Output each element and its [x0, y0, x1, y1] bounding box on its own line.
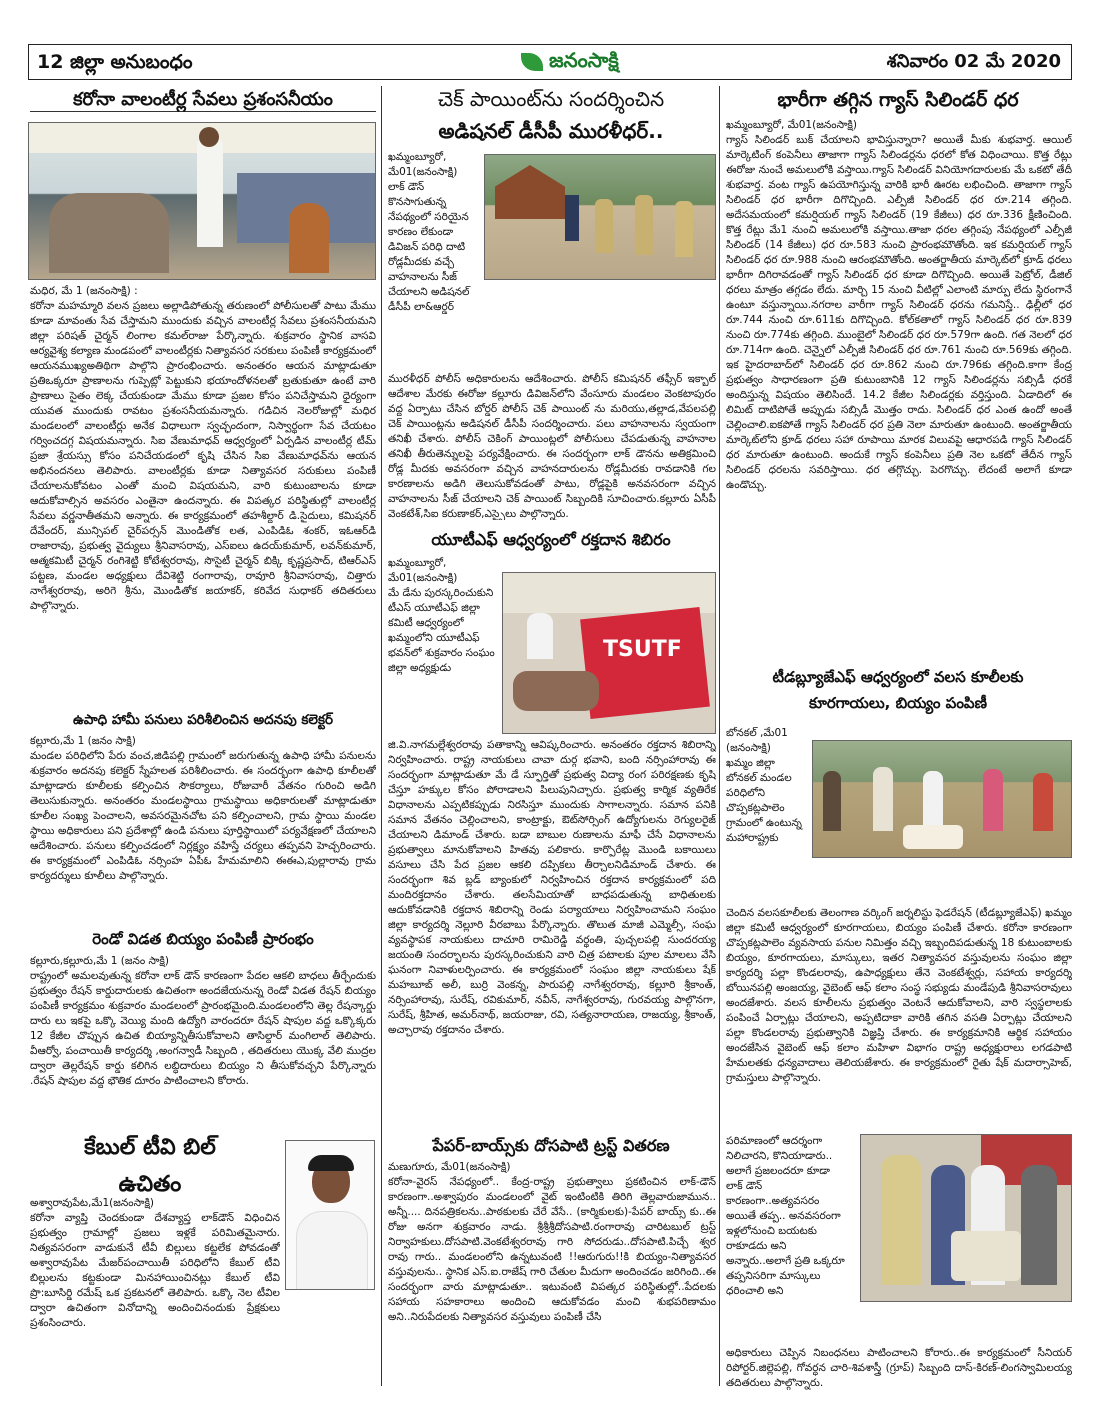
dateline: మధిర, మే 1 (జనంసాక్షి) :	[30, 285, 138, 297]
leaf-icon	[521, 53, 543, 71]
article-body-tdp	[726, 906, 1072, 1128]
checkpoint-photo	[484, 154, 716, 280]
article-text: గ్యాస్ సిలిండర్ బుక్ చేయాలని భావిస్తున్నారా? అయితే మీకు శుభవార్త. ఆయిల్ మార్కెటింగ్ కంపెనీలు తాజాగా గ్యాస్ సిలిండర్లను ధరలో కోత విధించాయి. కొత్త రేట్లు ఈరోజు నుంచే అమలులోకి వస్తాయి.గ్యాస్ సిలిండర్ వినియోగదారులకు మే ఒకటో తేదీ శుభవార్త. వంట గ్యాస్ ఉపయోగిస్తున్న వారికి భారీ ఊరట లభించింది. తాజాగా గ్యాస్ సిలిండర్ ధర భారీగా దిగొచ్చింది. ఎల్పీజీ సిలిండర్ ధర రూ.214 తగ్గింది. అదేసమయంలో కమర్షియల్ గ్యాస్ సిలిండర్ (19 కేజీలు) ధర రూ.336 క్షీణించింది. కొత్త రేట్లు మే1 నుంచి అమలులోకి వస్తాయి.తాజా ధరల తగ్గింపు నేపథ్యంలో ఎల్పీజీ సిలిండర్ (14 కేజీలు) ధర రూ.583 నుంచి ప్రారంభమౌతోంది. ఇక కమర్షియల్ గ్యాస్ సిలిండర్ ధర రూ.988 నుంచి ఆరంభమౌతోంది. అంతర్జాతీయ మార్కెట్‌లో క్రూడ్ ధరలు భారీగా దిగిరావడంతో గ్యాస్ సిలిండర్ ధర కూడా దిగొచ్చింది. అయితే పెట్రోల్, డీజిల్ ధరలు మాత్రం తగ్గడం లేదు. మార్చి 15 నుంచి వీటిల్లో ఎలాంటి మార్పు లేదు స్థిరంగానే ఉంటూ వస్తున్నాయి.నగరాల వారీగా గ్యాస్ సిలిండర్ ధరను గమనిస్తే.. ఢిల్లీలో ధర రూ.744 నుంచి రూ.611కు దిగొచ్చింది. కోల్‌కతాలో గ్యాస్ సిలిండర్ ధర రూ.839 నుంచి రూ.774కు తగ్గింది. ముంబైలో సిలిండర్ ధర రూ.579గా ఉంది. గత నెలలో ధర రూ.714గా ఉంది. చెన్నైలో ఎల్పీజీ సిలిండర్ ధర రూ.761 నుంచి రూ.569కు తగ్గింది. ఇక హైదరాబాద్‌లో సిలిండర్ ధర రూ.862 నుంచి రూ.796కు తగ్గింది.కాగా కేంద్ర ప్రభుత్వం సాధారణంగా ప్రతి కుటుంబానికి 12 గ్యాస్ సిలిండర్లను సబ్సిడీ ధరకే అందిస్తున్న విషయం తెలిసిందే. 14.2 కేజీల సిలిండర్లకు వర్తిస్తుంది. ఏడాదిలో ఈ లిమిట్ దాటిపోతే అప్పుడు సబ్సిడీ మొత్తం రాదు. సిలిండర్ ధర ఎంత ఉందో అంతే చెల్లించాలి.ఐకపోతే గ్యాస్ సిలిండర్ ధర ప్రతి నెలా మారుతూ ఉంటుంది. అంతర్జాతీయ మార్కెట్‌లోని క్రూడ్ ధరలు సహా రూపాయి మారక విలువపై ఆధారపడి గ్యాస్ సిలిండర్ ధర మారుతూ ఉంటుంది. అందుకే గ్యాస్ కంపెనీలు ప్రతి నెల ఒకటో తేదీన గ్యాస్ సిలిండర్ ధరలను సవరిస్తాయి. ధర తగ్గొచ్చు. పెరగొచ్చు. లేదంటే అలాగే కూడా ఉండొచ్చు.	[726, 134, 1072, 491]
article-title-gas: భారీగా తగ్గిన గ్యాస్ సిలిండర్ ధర	[777, 89, 1019, 111]
article-text: మండల పరిధిలోని పేరు వంచ,జిడిపల్లి గ్రామంలో జరుగుతున్న ఉపాధి హామీ పనులను శుక్రవారం అదనపు కలెక్టర్ స్నేహలత పరిశీలించారు. ఈ సందర్భంగా ఉపాధి కూలీలతో మాట్లాడారు కూలీలకు కల్పించిన సౌకర్యాలు, రోజువారీ వేతనం గురించి అడిగి తెలుసుకున్నారు. అనంతరం మండలస్థాయి గ్రామస్థాయి అధికారులతో మాట్లాడుతూ కూలీల సంఖ్య పెంచాలని, అవసరమైనచోట పని కల్పించాలని, గ్రామ స్థాయి మండల స్థాయి అధికారులు పని ప్రదేశాల్లో ఉండి పనులు పూర్తిస్థాయిలో పర్యవేక్షణలో చేయాలని ఆదేశించారు. పనులు కల్పించడంలో నిర్లక్ష్యం వహిస్తే చర్యలు తప్పవని హెచ్చరించారు. ఈ కార్యక్రమంలో ఎంపిడిఓ నర్సింహ ఏపీఓ హేమమాలిని ఈఈఎ,పుల్లారావు గ్రామ కార్యదర్శులు కూలీలు పాల్గొన్నారు.	[30, 750, 376, 882]
article-lead-police	[726, 1134, 848, 1346]
dateline: మణుగూరు, మే01(జనంసాక్షి)	[388, 1161, 511, 1173]
article-text: జి.వి.నాగమల్లేశ్వరరావు పతాకాన్ని ఆవిష్కరించారు. అనంతరం రక్తదాన శిబిరాన్ని నిర్వహించారు. రాష్ట్ర నాయకులు చావా దుర్గ భవాని, బంది నర్సింహారావు ఈ సందర్భంగా మాట్లాడుతూ మే డే స్ఫూర్తితో ప్రభుత్వ విద్యా రంగ పరిరక్షణకు కృషి చేస్తూ హక్కుల కోసం పోరాడాలని పిలుపునిచ్చారు. ప్రభుత్వ కార్మిక వ్యతిరేక విధానాలను ఎప్పటికప్పుడు నిరసిస్తూ ముందుకు సాగాలన్నారు. సమాన పనికి సమాన వేతనం చెల్లించాలని, కాంట్రాక్టు, ఔట్‌సోర్సింగ్ ఉద్యోగులను రెగ్యులరైజ్ చేయాలని డిమాండ్ చేశారు. బడా బాబుల రుణాలను మాఫీ చేసే విధానాలను ప్రభుత్వాలు మానుకోవాలని హితవు పలికారు. కార్పొరేట్ల మొండి బకాయిలు వసూలు చేసి పేద ప్రజల ఆకలి దప్పికలు తీర్చాలనిడిమాండ్ చేశారు. ఈ సందర్భంగా శివ బ్లడ్ బ్యాంకులో నిర్వహించిన రక్తదాన కార్యక్రమంలో పది మందిరక్తదానం చేశారు. తలసేమియాతో బాధపడుతున్న బాధితులకు ఆదుకోవడానికి రక్తదాన శిబిరాన్ని రెండు పర్యాయాలు నిర్వహించామని సంఘం జిల్లా కార్యదర్శి నెల్లూరి వీరబాబు పేర్కొన్నారు. తొలుత మాజీ ఎమ్మెల్సీ, సంఘ వ్యవస్థాపక నాయకులు దాచూరి రామిరెడ్డి వర్థంతి, పుచ్చలపల్లి సుందరయ్య జయంతి సందర్భాలను పురస్కరించుకుని వారి చిత్ర పటాలకు పూల మాలలు వేసి ఘనంగా నివాళులర్పించారు. ఈ కార్యక్రమంలో సంఘం జిల్లా నాయకులు షేక్ మహబూబ్ అలీ, బుర్రి వెంకన్న, పారుపల్లి నాగేశ్వరరావు, కల్లూరి శ్రీకాంత్, నర్సింహారావు, సురేష్, రవికుమార్, నవీన్, నాగేశ్వరరావు, గురవయ్య పాల్గొనగా, సురేష్, శ్రీహిత, అమర్‌నాథ్, జయరాజు, రవి, సత్యనారాయణ, రాజయ్య, శ్రీకాంత్, అచ్చారావు రక్తదానం చేశారు.	[388, 739, 716, 1036]
article-text: కరోనా-వైరస్ నేపధ్యంలో.. కేంద్ర-రాష్ట్ర ప్రభుత్వాలు ప్రకటించిన లాక్-డౌన్ కారణంగా..అశ్వాపురం మండలంలో వైట్ ఇంటింటికి తిరిగి తెల్లవారుజామున.. అన్నీ.... దినపత్రికలను..పాఠకులకు చేరే వేసే.. (కార్మికులకు)-పేపర్ బాయ్స్ కు..ఈ రోజు అనగా శుక్రవారం నాడు. శ్రీశ్రీశ్రీదోసపాటి.రంగారావు చారిటబుల్ ట్రస్ట్ నిర్వాహకులు.దోసపాటి.వెంకటేశ్వరరావు గారి సోదరుడు..దోసపాటి.పిచ్చే శ్వర రావు గారు.. మండలంలోని ఉన్నటువంటి !!ఆరుగురు!!కి బియ్యం-నిత్యావసర వస్తువులను.. స్థానిక ఎస్.ఐ.రాజేష్ గారి చేతుల మీదుగా అందించడం జరిగింది..ఈ సందర్భంగా వారు మాట్లాడుతూ.. ఇటువంటి విపత్కర పరిస్థితుల్లో..పేదలకు సహాయ సహకారాలు అందించి ఆదుకోవడం మంచి శుభపరిణామం అని..నిరుపేదలకు నిత్యావసర వస్తువులు పంపిణీ చేసి	[388, 1176, 716, 1323]
title-line: టీడబ్ల్యూజేఎఫ్ ఆధ్వర్యంలో వలస కూలీలకు	[772, 668, 1024, 686]
article-text: అధికారులు చెప్పిన నిబంధనలు పాటించాలని కోరారు..ఈ కార్యక్రమంలో సీనియర్ రిపోర్టర్.జిల్లెపల్లి, గోవర్ధన చారి-శివశాస్త్రీ (గ్రూప్) సిబ్బంది దాస్-కిరణ్-లింగస్వామిలయ్య తదితరులు పాల్గొన్నారు.	[726, 1347, 1072, 1389]
article-text: పరిమాణంలో ఆదర్శంగా నిలిచారని, కొనియాడారు.. అలాగే ప్రజలందరూ కూడా లాక్ డౌన్ కారణంగా..అత్యవసరం అయితే తప్ప.. అనవసరంగా ఇళ్లలోనుంచి బయటకు రాకూడదు అని అన్నారు..అలాగే ప్రతి ఒక్కరూ తప్పనిసరిగా మాస్కులు ధరించాలి అని	[726, 1135, 845, 1297]
volunteers-photo	[28, 122, 376, 280]
article-text: రాష్ట్రంలో అమలవుతున్న కరోనా లాక్ డౌన్ కారణంగా పేదల ఆకలి బాధలు తీర్చేందుకు ప్రభుత్వం రేషన్ కార్డుదారులకు ఉచితంగా అందజేయనున్న రెండో విడత రేషన్ బియ్యం పంపిణీ కార్యక్రమం శుక్రవారం మండలంలో ప్రారంభమైంది.మండలంలోని తెల్ల రేషన్కార్డు దారు లు ఇకపై ఒక్కొ వెయ్యి మంది ఉద్యోగి వారందరూ రేషన్ షాపుల వద్ద ఒక్కొక్కరు 12 కేజీల చొప్పున ఉచిత బియ్యాన్నితీసుకోవాలని తాసిల్దార్ మంగిలాల్ తెలిపారు. వీఆర్వో, పంచాయితీ కార్యదర్శి ,అంగన్వాడీ సిబ్బంది , తదితరులు యొక్క వేలి ముద్రల ద్వారా తెల్లరేషన్ కార్డు కలిగిన లబ్ధిదారులు బియ్యం ని తీసుకోవచ్చని పేర్కొన్నారు .రేషన్ షాపుల వద్ద భౌతిక దూరం పాటించాలని కోరారు.	[30, 970, 376, 1087]
page-header	[28, 44, 1072, 80]
title-line: ఉచితం	[118, 1171, 182, 1197]
article-text: చెందిన వలసకూలీలకు తెలంగాణ వర్కింగ్ జర్నలిస్టు ఫెడరేషన్ (టీడబ్ల్యూజేఎఫ్) ఖమ్మం జిల్లా కమిటీ ఆధ్వర్యంలో కూరగాయలు, బియ్యం పంపిణీ చేశారు. కరోనా కారణంగా చొప్పకట్లపాలెం వ్యవసాయ పనుల నిమిత్తం వచ్చి ఇబ్బందిపడుతున్న 18 కుటుంబాలకు బియ్యం, కూరగాయలు, మాస్కులు, ఇతర నిత్యావసర వస్తువులను సంఘం జిల్లా కార్యదర్శి పల్లా కొండలరావు, ఉపాధ్యక్షులు తేనె వెంకటేశ్వర్లు, సహాయ కార్యదర్శి బోయినపల్లి అంజయ్య, వైబెంట్ ఆఫ్ కలాం సంస్థ సభ్యుడు మండేపుడి శ్రీనివాసరావులు అందజేశారు. వలస కూలీలను ప్రభుత్వం వెంటనే ఆదుకోవాలని, వారి స్వస్థలాలకు పంపించే ఏర్పాట్లు చేయాలని, అప్పటిదాకా వారికి తగిన వసతి ఏర్పాట్లు చేయాలని పల్లా కొండలరావు ప్రభుత్వానికి విజ్ఞప్తి చేశారు. ఈ కార్యక్రమానికి ఆర్థిక సహాయం అందజేసిన వైబెంట్ ఆఫ్ కలాం మహిళా విభాగం రాష్ట్ర అధ్యక్షురాలు లగడపాటి హేమలతకు ధన్యవాదాలు తెలియజేశారు. ఈ కార్యక్రమంలో రైతు షేక్ మదార్సాహెబ్, గ్రామస్తులు పాల్గొన్నారు.	[726, 907, 1072, 1084]
title-line: చెక్ పాయింట్‌ను సందర్శించిన	[437, 87, 665, 111]
article-body-rice	[30, 954, 376, 1126]
dateline: ఖమ్మంబ్యూరో, మే01(జనంసాక్షి)	[726, 119, 857, 131]
banner-text: TSUTF	[603, 637, 682, 662]
article-body-police	[726, 1346, 1072, 1390]
title-line: కూరగాయలు, బియ్యం పంపిణీ	[809, 693, 987, 712]
article-body-cable	[30, 1196, 280, 1396]
issue-date: శనివారం 02 మే 2020	[886, 51, 1061, 72]
article-body-upadhi	[30, 734, 376, 926]
article-body-checkpoint	[388, 372, 716, 520]
article-title-utf: యూటీఎఫ్ ఆధ్వర్యంలో రక్తదాన శిబిరం	[431, 530, 671, 549]
article-title-upadhi: ఉపాధి హామీ పనులు పరిశీలించిన అదనపు కలెక్టర్	[72, 712, 334, 728]
column-divider	[381, 86, 382, 1386]
dateline: ఖమ్మంబ్యూరో, మే01(జనంసాక్షి)	[388, 151, 458, 178]
page-label: 12 జిల్లా అనుబంధం	[37, 51, 193, 73]
article-body-paper	[388, 1160, 716, 1390]
blood-donation-photo	[502, 572, 716, 734]
article-title-paper: పేపర్-బాయ్స్‌కు దోసపాటి ట్రస్ట్ వితరణ	[432, 1136, 670, 1155]
portrait-photo	[285, 1140, 375, 1290]
article-body-corona	[30, 284, 376, 704]
dateline: ఖమ్మంబ్యూరో, మే01(జనంసాక్షి)	[388, 557, 458, 584]
article-title-corona: కరోనా వాలంటీర్ల సేవలు ప్రశంసనీయం	[30, 88, 376, 112]
article-body-gas	[726, 118, 1072, 660]
article-text: మే డేను పురస్కరించుకుని టీఎస్ యూటీఎఫ్ జిల్లా కమిటీ ఆధ్వర్యంలో ఖమ్మంలోని యూటీఎఫ్ భవన్‌లో శుక్రవారం సంఘం జిల్లా అధ్యక్షుడు	[388, 587, 495, 674]
dateline: అశ్వారావుపేట,మే1(జనంసాక్షి)	[30, 1197, 155, 1209]
article-text: కరోనా మహమ్మారి వలన ప్రజలు అల్లాడిపోతున్న తరుణంలో పోలీసులతో పాటు మేము కూడా మావంతు సేవ చేస్తామని ముందుకు వచ్చిన వాలంటీర్ల సేవలు ప్రశంసనీయమని జిల్లా పరిషత్ చైర్మన్ లింగాల కమల్‌రాజు పేర్కొన్నారు. శుక్రవారం స్థానిక వాసవి ఆర్యవైశ్య కల్యాణ మండపంలో వాలంటీర్లకు నిత్యావసర సరకులు పంపిణీ కార్యక్రమంలో ఆయనముఖ్యఅతిథిగా పాల్గొని ప్రారంభించారు. అనంతరం ఆయన మాట్లాడుతూ ప్రతిఒక్కరూ ప్రాణాలను గుప్పెట్లో పెట్టుకుని భయాందోళనలతో బ్రతుకుతూ ఉంటే వారి ప్రాణాలు సైతం లెక్క చేయకుండా మేము కూడా ప్రజల కోసం పనిచేస్తామని ధైర్యంగా యువత ముందుకు రావటం ప్రశంసనీయమన్నారు. గడిచిన నెలరోజుల్లో మధిర మండలంలో వాలంటీర్లు అనేక విధాలుగా స్వచ్ఛందంగా, నిస్వార్థంగా సేవ చేయటం గర్వించదగ్గ విషయమన్నారు. సిఐ వేణుమాధవ్ ఆధ్వర్యంలో ఏర్పడిన వాలంటీర్ల టీమ్ ప్రజా శ్రేయస్సు కోసం పనిచేయడంలో కృషి చేసిన సిఐ వేణుమాధవ్‌ను ఆయన అభినందనలు తెలిపారు. వాలంటీర్లకు కూడా నిత్యావసర సరుకులు పంపిణీ చేయాలనుకోవటం ఎంతో మంచి విషయమని, వారి కుటుంబాలను కూడా ఆదుకోవాల్సిన అవసరం ఎంతైనా ఉందన్నారు. ఈ విపత్కర పరిస్థితుల్లో వాలంటీర్ల సేవలు వర్ణనాతీతమని అన్నారు. ఈ కార్యక్రమంలో తహశీల్దార్ డి.సైదులు, కమిషనర్ దేవేందర్, మున్సిపల్ చైర్‌పర్సన్ మొండితోక లత, ఎంపిడిఓ శంకర్, ఇఓఆర్‌డి రాజారావు, ప్రభుత్వ వైద్యులు శ్రీనివాసరావు, ఎస్‌ఐలు ఉదయ్‌కుమార్, లవన్‌కుమార్, ఆత్మకమిటీ చైర్మన్ రంగిశెట్టి కోటేశ్వరరావు, సొసైటీ చైర్మన్ బిక్కి కృష్ణప్రసాద్, టిఆర్ఎస్ పట్టణ, మండల అధ్యక్షులు దేవిశెట్టి రంగారావు, రావూరి శ్రీనివాసరావు, చిత్తారు నాగేశ్వరరావు, అరిగె శ్రీను, మొండితోక జయాకర్, కరివేద సుధాకర్ తదితరులు పాల్గొన్నారు.	[30, 300, 376, 612]
article-title-cable	[30, 1134, 270, 1199]
newspaper-logo	[521, 48, 619, 77]
article-title-tdp	[724, 668, 1072, 713]
title-line: అడిషనల్ డీసీపీ మురళీధర్..	[438, 119, 664, 143]
logo-text: జనంసాక్షి	[549, 48, 619, 72]
article-text: కరోనా వ్యాప్తి చెందకుండా దేశవ్యాప్త లాక్‌డౌన్ విధించిన ప్రభుత్వం గ్రామాల్లో ప్రజలు ఇళ్లకే పరిమితమైనారు. నిత్యవసరంగా వాడుకునే టీవీ బిల్లులు కట్టలేక పోవడంతో అశ్వారావుపేట మేజర్‌పంచాయితీ పరిధిలోని కేబుల్ టీవి బిల్లులను కట్టకుండా మినహాయించినట్లు కేబుల్ టీవి ప్రొ:బూసిర్డి రమేష్ ఒక ప్రకటనలో తెలిపారు. ఒక్కొ నెల టీవిల ద్వారా ఉచితంగా వినోదాన్ని అందించినందుకు ప్రేక్షకులు ప్రశంసించారు.	[30, 1212, 280, 1329]
article-text: ఖమ్మం జిల్లా బోనకల్ మండల పరిధిలోని చొప్పకట్లపాలెం గ్రామంలో ఉంటున్న మహారాష్ట్రకు	[726, 757, 802, 844]
relief-distribution-photo	[812, 740, 1072, 858]
article-text: లాక్ డౌన్ కొనసాగుతున్న నేపథ్యంలో సరియైన కారణం లేకుండా డివిజన్ పరిధి దాటి రోడ్లమీదకు వచ్చే వాహనాలను సీజ్ చేయాలని అడిషనల్ డీసీపీ లా&ఆర్డర్	[388, 181, 470, 313]
ration-handover-photo	[860, 1134, 1072, 1302]
article-title-rice: రెండో విడత బియ్యం పంపిణీ ప్రారంభం	[92, 930, 314, 948]
article-title-checkpoint	[386, 86, 716, 144]
article-body-utf	[388, 738, 716, 1130]
article-lead-tdp	[726, 726, 808, 906]
dateline: బోనకల్ ,మే01 (జనంసాక్షి)	[726, 727, 788, 754]
dateline: కల్లూరు,మే 1 (జనం సాక్షి)	[30, 735, 136, 747]
title-line: కేబుల్ టీవి బిల్	[84, 1135, 216, 1160]
column-divider	[719, 86, 720, 1386]
article-text: మురళీధర్ పోలీస్ అధికారులను ఆదేశించారు. పోలీస్ కమిషనర్ తఫ్సీర్ ఇక్బాల్ ఆదేశాల మేరకు ఈరోజు కల్లూరు డివిజన్‌లోని వేంసూరు మండలం వెంకటాపురం వద్ద ఏర్పాటు చేసిన బోర్డర్ పోలీస్ చెక్ పాయింట్ ను మరియు,తల్లాడ,వేపలపల్లి చెక్ పాయింట్లను అడిషనల్ డీసీపీ సందర్శించారు. పలు వాహనాలను స్వయంగా తనిఖీ చేశారు. పోలీస్ చెకింగ్ పాయింట్లలో పోలీసులు చేపడుతున్న వాహనాల తనిఖీ తీరుతెన్నులపై పర్యవేక్షించారు. ఈ సందర్భంగా లాక్ డౌనను అతిక్రమించి రోడ్ల మీదకు అవసరంగా వచ్చిన వాహనదారులను రోడ్లమీదకు రావడానికి గల కారణాలను అడిగి తెలుసుకోవడంతో పాటు, రోడ్లపైకి అనవసరంగా వచ్చిన వాహనాలను సీజ్ చేయాలని చెక్ పాయింట్ సిబ్బందికి సూచించారు.కల్లూరు ఏసీపీ వెంకటేశ్,సిఐ కరుణాకర్,ఎస్సైలు పాల్గొన్నారు.	[388, 373, 716, 520]
dateline: కల్లూరు,కల్లూరు,మే 1 (జనం సాక్షి)	[30, 955, 169, 967]
article-lead-checkpoint	[388, 150, 480, 368]
article-lead-utf	[388, 556, 498, 746]
